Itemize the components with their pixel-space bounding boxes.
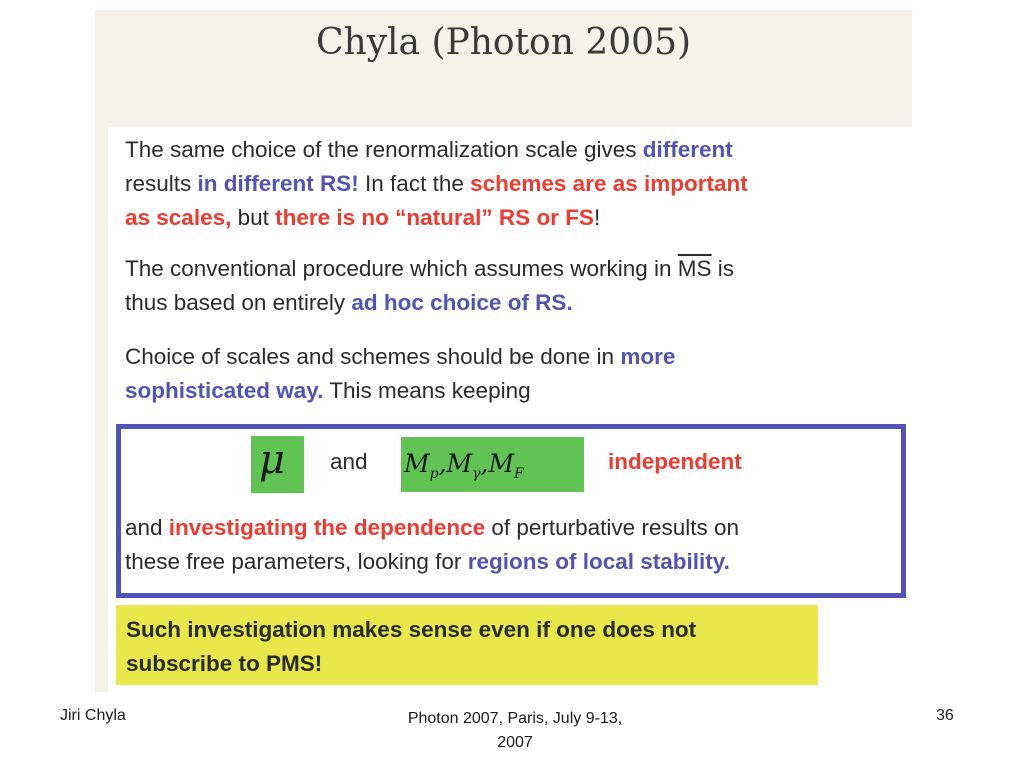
text-span: and xyxy=(125,515,169,540)
subscript-p: p xyxy=(429,466,439,482)
text-span: In fact the xyxy=(358,171,471,196)
highlight-blue: in different RS! xyxy=(197,171,359,196)
highlight-red: schemes are as important xyxy=(470,171,748,196)
pms-note-text xyxy=(126,613,696,681)
text-span: This means keeping xyxy=(323,378,531,403)
paragraph-2 xyxy=(125,252,734,320)
mu-symbol: μ xyxy=(259,437,285,483)
subscript-f: F xyxy=(514,466,524,482)
footer-event xyxy=(340,707,690,755)
highlight-blue: different xyxy=(642,137,733,162)
paragraph-2-line-2 xyxy=(125,286,734,320)
footer-author: Jiri Chyla xyxy=(60,707,126,724)
highlight-blue: regions of local stability. xyxy=(467,549,730,574)
text-span: The same choice of the renormalization scale gives xyxy=(125,137,643,162)
text-span: but xyxy=(231,205,276,230)
paragraph-1-line-2 xyxy=(125,167,748,201)
highlight-red: there is no “natural” RS or FS xyxy=(275,205,594,230)
comma: , xyxy=(438,449,447,478)
comma: , xyxy=(480,449,489,478)
highlight-blue: more xyxy=(620,344,676,369)
mass-symbol: M xyxy=(446,449,473,478)
text-span: these free parameters, looking for xyxy=(125,549,468,574)
highlight-red: investigating the dependence xyxy=(168,515,486,540)
text-span: thus based on entirely xyxy=(125,290,352,315)
footer-event-line-1: Photon 2007, Paris, July 9-13, xyxy=(407,710,623,727)
text-span: of perturbative results on xyxy=(485,515,739,540)
highlight-blue: sophisticated way. xyxy=(125,378,324,403)
highlight-blue: ad hoc choice of RS. xyxy=(351,290,573,315)
paragraph-2-line-1 xyxy=(125,252,734,286)
box-paragraph-line-1 xyxy=(125,511,739,545)
slide-title: Chyla (Photon 2005) xyxy=(315,22,692,63)
pms-note-line-2: subscribe to PMS! xyxy=(126,651,323,676)
paragraph-3-line-2 xyxy=(125,374,675,408)
mass-symbol: M xyxy=(404,449,430,478)
masses-formula xyxy=(404,449,524,482)
paragraph-1 xyxy=(125,133,748,235)
paragraph-1-line-1 xyxy=(125,133,748,167)
text-span: Choice of scales and schemes should be done in xyxy=(125,344,621,369)
text-span: is xyxy=(711,256,735,281)
mass-symbol: M xyxy=(488,449,515,478)
and-word: and xyxy=(330,449,368,474)
paragraph-3 xyxy=(125,340,675,408)
footer-page-number: 36 xyxy=(936,707,954,724)
independent-label: independent xyxy=(608,449,742,474)
footer-event-line-2: 2007 xyxy=(497,734,533,751)
paragraph-3-line-1 xyxy=(125,340,675,374)
pms-note-line-1: Such investigation makes sense even if one does not xyxy=(126,617,697,642)
box-paragraph xyxy=(125,511,739,579)
text-span: results xyxy=(125,171,198,196)
msbar-symbol: $\overline{MS}$ xyxy=(677,256,712,281)
box-paragraph-line-2 xyxy=(125,545,739,579)
subscript-gamma: γ xyxy=(472,466,481,482)
text-span: ! xyxy=(593,205,601,230)
highlight-red: as scales, xyxy=(125,205,232,230)
text-span: The conventional procedure which assumes working in xyxy=(125,256,678,281)
paragraph-1-line-3 xyxy=(125,201,748,235)
